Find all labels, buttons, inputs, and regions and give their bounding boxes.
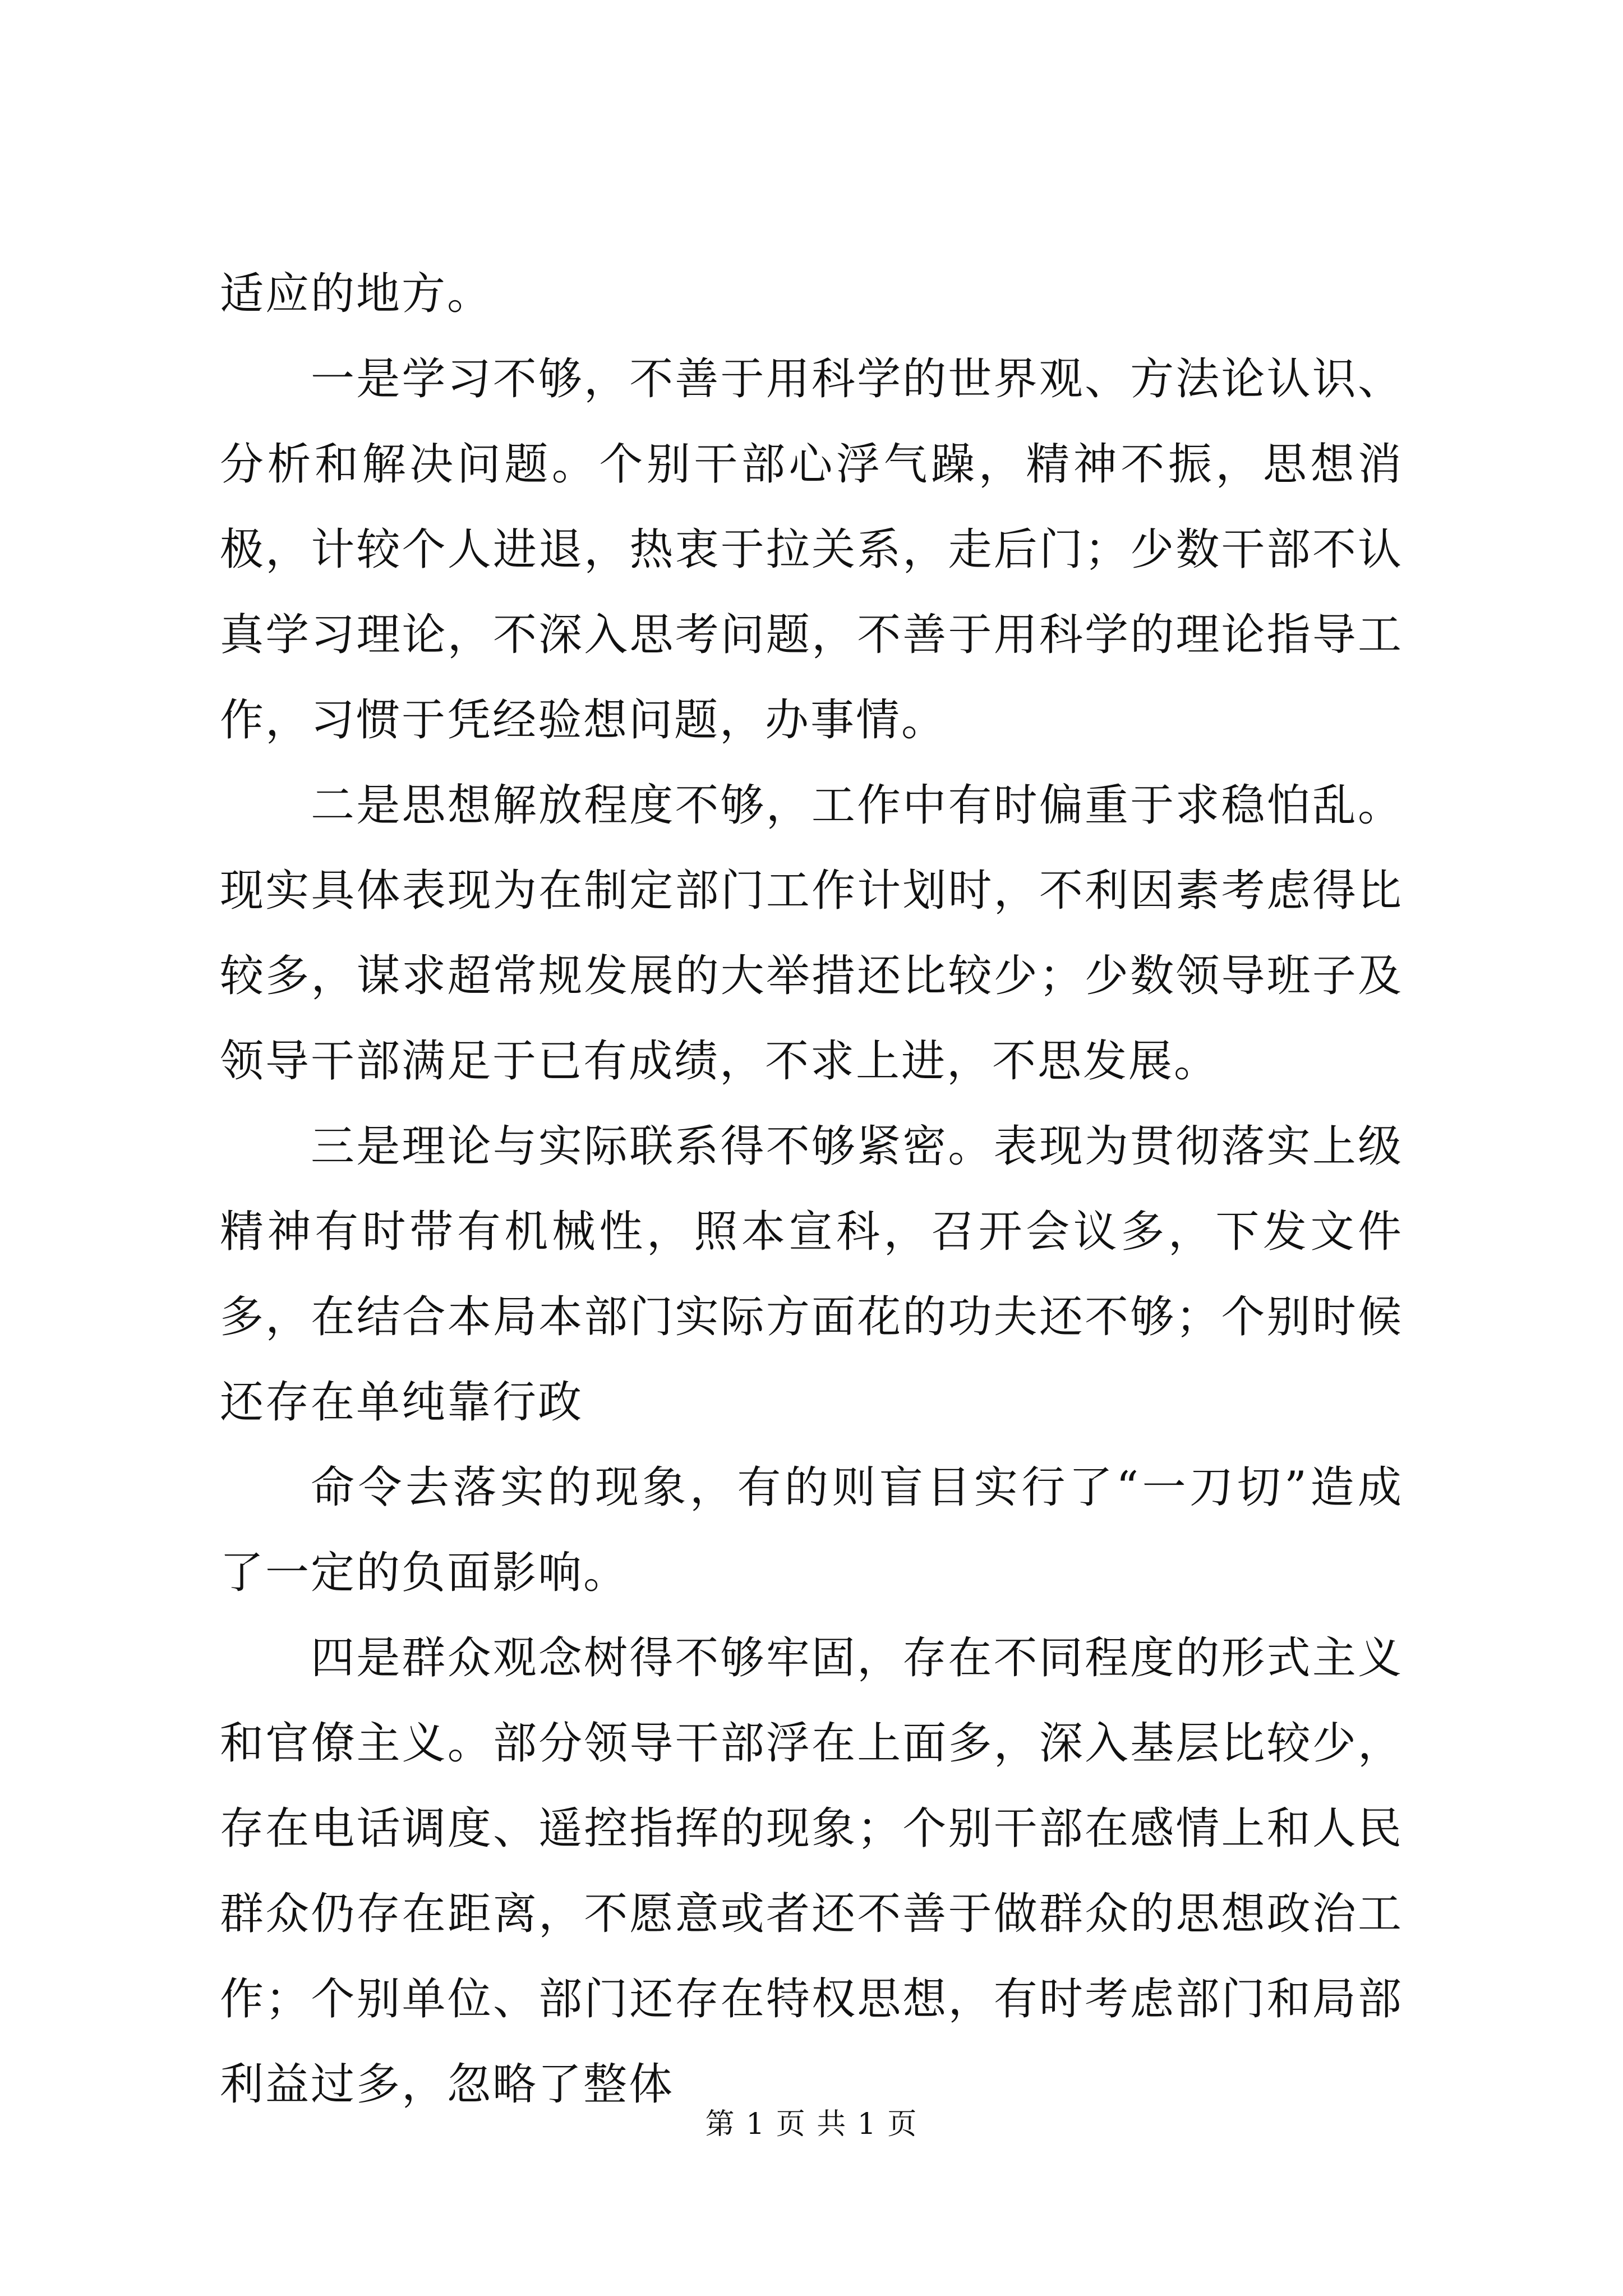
paragraph-point-four: 四是群众观念树得不够牢固，存在不同程度的形式主义和官僚主义。部分领导干部浮在上面多，深入基层比较少，存在电话调度、遥控指挥的现象；个别干部在感情上和人民群众仍存在距离，不愿意或者还不善于做群众的思想政治工作；个别单位、部门还存在特权思想，有时考虑部门和局部利益过多，忽略了整体 (220, 1633, 1403, 2110)
document-body (220, 251, 1403, 2127)
paragraph-point-two: 二是思想解放程度不够，工作中有时偏重于求稳怕乱。现实具体表现为在制定部门工作计划时，不利因素考虑得比较多，谋求超常规发展的大举措还比较少；少数领导班子及领导干部满足于已有成绩，不求上进，不思发展。 (220, 780, 1403, 1087)
page-number-label: 第 1 页 共 1 页 (705, 2108, 918, 2141)
paragraph-continuation: 适应的地方。 (220, 269, 493, 319)
page-footer (0, 2105, 1623, 2144)
paragraph-point-one: 一是学习不够，不善于用科学的世界观、方法论认识、分析和解决问题。个别干部心浮气躁，精神不振，思想消极，计较个人进退，热衷于拉关系，走后门；少数干部不认真学习理论，不深入思考问题，不善于用科学的理论指导工作，习惯于凭经验想问题，办事情。 (220, 354, 1403, 746)
paragraph-point-three-continued: 命令去落实的现象，有的则盲目实行了“一刀切”造成了一定的负面影响。 (220, 1462, 1403, 1598)
paragraph-point-three: 三是理论与实际联系得不够紧密。表现为贯彻落实上级精神有时带有机械性，照本宣科，召开会议多，下发文件多，在结合本局本部门实际方面花的功夫还不够；个别时候还存在单纯靠行政 (220, 1121, 1403, 1428)
